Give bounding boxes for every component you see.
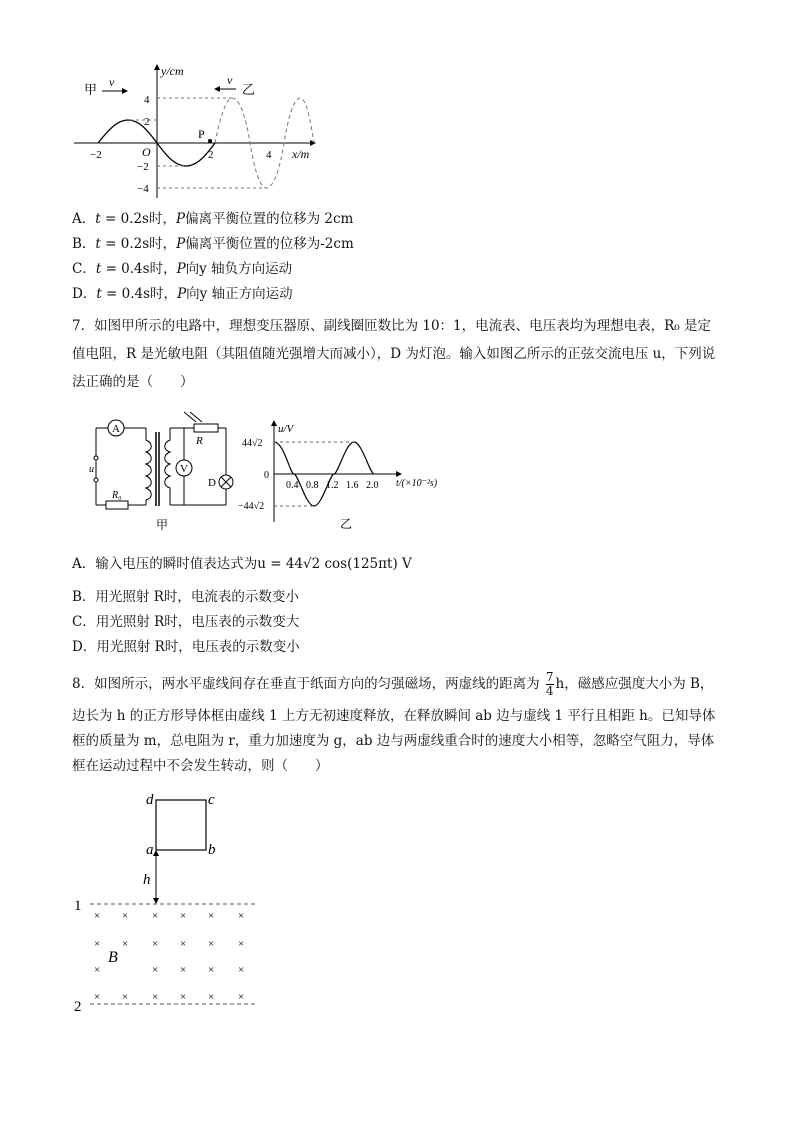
caption-jia: 甲 <box>156 518 169 532</box>
svg-text:×: × <box>152 910 159 922</box>
svg-text:2.0: 2.0 <box>366 480 379 491</box>
p-label: P <box>198 127 205 141</box>
svg-text:×: × <box>122 991 129 1003</box>
q6-wave-figure <box>70 58 330 206</box>
caption-yi: 乙 <box>340 517 353 531</box>
q6-option-d[interactable]: D．t = 0.4s时，P向y 轴正方向运动 <box>72 286 293 302</box>
b-field-label: B <box>108 949 118 966</box>
q6-option-b[interactable]: B．t = 0.2s时，P偏离平衡位置的位移为-2cm <box>72 236 354 252</box>
q7-option-c[interactable]: C．用光照射 R时，电压表的示数变大 <box>72 614 300 630</box>
svg-text:1: 1 <box>74 898 82 914</box>
svg-text:×: × <box>122 938 129 950</box>
svg-text:×: × <box>180 964 187 976</box>
svg-text:1.2: 1.2 <box>326 480 339 491</box>
q6-option-a[interactable]: A．t = 0.2s时，P偏离平衡位置的位移为 2cm <box>72 211 354 227</box>
y-tick: −4 <box>137 183 149 195</box>
svg-text:1.6: 1.6 <box>346 480 359 491</box>
y-tick: −2 <box>137 161 149 173</box>
svg-text:V: V <box>180 463 188 475</box>
svg-text:a: a <box>146 842 154 858</box>
svg-text:R₀: R₀ <box>112 490 122 501</box>
svg-text:×: × <box>122 910 129 922</box>
svg-text:×: × <box>180 991 187 1003</box>
q7-option-b[interactable]: B．用光照射 R时，电流表的示数变小 <box>72 589 299 605</box>
svg-text:×: × <box>238 910 245 922</box>
svg-text:×: × <box>208 910 215 922</box>
svg-text:0: 0 <box>264 470 269 481</box>
q7-option-a[interactable]: A．输入电压的瞬时值表达式为u = 44√2 cos(125πt) V <box>72 556 412 572</box>
x-axis-label: x/m <box>292 147 310 161</box>
svg-text:d: d <box>146 792 154 808</box>
frac-den: 4 <box>545 684 554 698</box>
svg-text:×: × <box>152 991 159 1003</box>
svg-text:×: × <box>180 938 187 950</box>
svg-text:u: u <box>89 464 94 475</box>
svg-text:b: b <box>208 842 216 858</box>
svg-text:0.4: 0.4 <box>286 480 299 491</box>
x-tick: 4 <box>266 149 272 161</box>
svg-text:×: × <box>152 964 159 976</box>
point-p <box>208 139 212 143</box>
q7-circuit-figure <box>86 410 246 532</box>
svg-text:×: × <box>94 964 101 976</box>
label-jia: 甲 <box>84 82 98 97</box>
photoresistor <box>194 424 218 432</box>
svg-text:h: h <box>143 872 151 888</box>
svg-text:t/(×10⁻²s): t/(×10⁻²s) <box>396 478 438 489</box>
v-label-left: v <box>109 75 115 89</box>
svg-text:−44√2: −44√2 <box>238 501 265 512</box>
svg-text:×: × <box>94 991 101 1003</box>
q8-stem-line1: 8．如图所示，两水平虚线间存在垂直于纸面方向的匀强磁场，两虚线的距离为 $\frac{7}{4}$ h，磁感应强度大小为 B， <box>72 670 714 698</box>
x-tick: 2 <box>208 149 214 161</box>
y-tick: 4 <box>144 94 150 106</box>
y-axis-label: y/cm <box>161 64 184 78</box>
q7-voltage-graph <box>236 418 456 532</box>
svg-text:×: × <box>238 964 245 976</box>
svg-text:×: × <box>152 938 159 950</box>
svg-text:×: × <box>208 991 215 1003</box>
svg-text:×: × <box>238 991 245 1003</box>
q7-stem: 7．如图甲所示的电路中，理想变压器原、副线圈匝数比为 10：1，电流表、电压表均为理想电表，R₀ 是定值电阻，R 是光敏电阻（其阻值随光强增大而减小），D 为灯泡。输入如图乙所示的正弦交流电压 u，下列说法正确的是（ ） <box>72 318 716 390</box>
svg-text:c: c <box>208 792 215 808</box>
svg-text:A: A <box>112 423 120 435</box>
svg-text:×: × <box>94 938 101 950</box>
svg-text:u/V: u/V <box>278 423 294 435</box>
svg-text:D: D <box>208 477 216 489</box>
square-frame <box>156 800 206 850</box>
q7-option-d[interactable]: D．用光照射 R时，电压表的示数变小 <box>72 639 300 655</box>
svg-text:×: × <box>208 938 215 950</box>
q8-magnetic-field-figure <box>70 786 270 1016</box>
r0-resistor <box>106 501 128 509</box>
label-yi: 乙 <box>242 82 256 97</box>
x-tick: −2 <box>90 149 102 161</box>
svg-text:×: × <box>94 910 101 922</box>
q8-stem-line4: 框在运动过程中不会发生转动，则（ ） <box>72 758 329 774</box>
svg-text:0.8: 0.8 <box>306 480 319 491</box>
frac-num: 7 <box>545 670 554 684</box>
svg-text:2: 2 <box>74 999 82 1015</box>
y-tick: 2 <box>144 116 150 128</box>
svg-text:×: × <box>208 964 215 976</box>
v-label-right: v <box>227 73 233 87</box>
svg-text:44√2: 44√2 <box>242 438 263 449</box>
q6-option-c[interactable]: C．t = 0.4s时，P向y 轴负方向运动 <box>72 261 293 277</box>
svg-text:×: × <box>238 938 245 950</box>
q8-stem-line3: 框的质量为 m，总电阻为 r，重力加速度为 g，ab 边与两虚线重合时的速度大小相等，忽略空气阻力，导体 <box>72 733 715 749</box>
svg-text:R: R <box>196 435 203 447</box>
q8-stem-line2: 边长为 h 的正方形导体框由虚线 1 上方无初速度释放，在释放瞬间 ab 边与虚线 1 平行且相距 h。已知导体 <box>72 708 716 724</box>
origin-label: O <box>142 145 151 159</box>
svg-text:×: × <box>180 910 187 922</box>
